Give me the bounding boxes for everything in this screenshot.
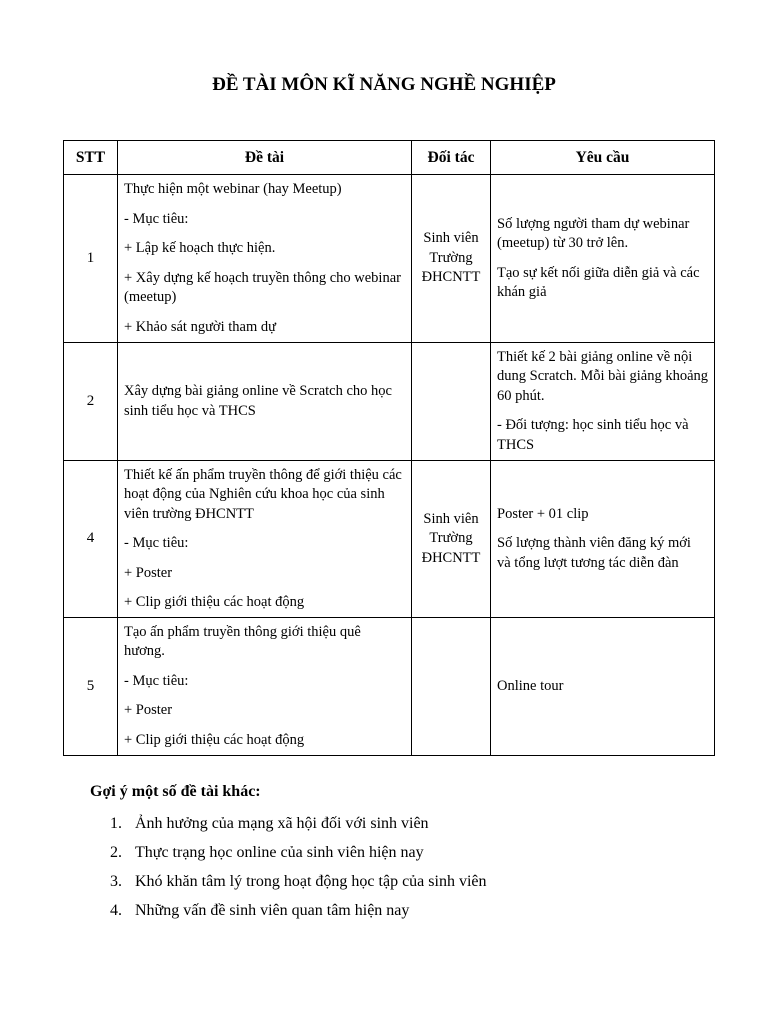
requirements-cell: [491, 461, 715, 618]
partner-line: ĐHCNTT: [421, 549, 481, 566]
partner-line: Trường: [429, 530, 473, 547]
row-number: 1: [64, 175, 118, 343]
partner-cell: [412, 618, 491, 756]
topic-line: + Poster: [124, 564, 173, 581]
requirement-line: Tạo sự kết nối giữa diễn giả và các khán giả: [497, 264, 700, 300]
topic-line: + Clip giới thiệu các hoạt động: [124, 731, 305, 748]
list-number: 3.: [110, 873, 122, 890]
row-number: 4: [64, 461, 118, 618]
list-text: Những vấn đề sinh viên quan tâm hiện nay: [135, 902, 410, 919]
requirement-line: Online tour: [497, 677, 564, 694]
list-number: 4.: [110, 902, 122, 919]
list-text: Thực trạng học online của sinh viên hiện nay: [135, 844, 424, 861]
requirement-line: - Đối tượng: học sinh tiểu học và THCS: [497, 417, 689, 453]
row-number: 5: [64, 618, 118, 756]
topic-line: + Lập kế hoạch thực hiện.: [124, 240, 276, 256]
list-item: [110, 841, 486, 870]
partner-line: Sinh viên: [423, 230, 479, 247]
page-title: ĐỀ TÀI MÔN KĨ NĂNG NGHỀ NGHIỆP: [212, 74, 556, 95]
table-header-row: [64, 141, 715, 175]
topic-cell: [118, 461, 412, 618]
requirements-cell: [491, 618, 715, 756]
topic-line: Xây dựng bài giảng online về Scratch cho học sinh tiểu học và THCS: [124, 383, 392, 419]
list-item: [110, 812, 486, 841]
partner-cell: [412, 461, 491, 618]
topic-cell: [118, 175, 412, 343]
topic-cell: [118, 343, 412, 461]
requirements-cell: [491, 343, 715, 461]
partner-cell: [412, 343, 491, 461]
list-number: 1.: [110, 815, 122, 832]
topic-line: + Khảo sát người tham dự: [124, 318, 276, 335]
list-item: [110, 899, 486, 928]
row-number: 2: [64, 343, 118, 461]
topic-line: - Mục tiêu:: [124, 210, 189, 227]
requirement-line: Số lượng thành viên đăng ký mới và tổng lượt tương tác diễn đàn: [497, 535, 691, 571]
list-number: 2.: [110, 844, 122, 861]
list-text: Khó khăn tâm lý trong hoạt động học tập của sinh viên: [135, 873, 487, 890]
table-row: [64, 343, 715, 461]
header-requirements: Yêu cầu: [491, 141, 715, 175]
suggestions-heading: Gợi ý một số đề tài khác:: [90, 783, 261, 800]
table-row: [64, 175, 715, 343]
topic-line: Tạo ấn phẩm truyền thông giới thiệu quê hương.: [124, 623, 361, 660]
topic-line: - Mục tiêu:: [124, 672, 189, 689]
topic-line: - Mục tiêu:: [124, 535, 189, 551]
table-row: [64, 618, 715, 756]
partner-line: ĐHCNTT: [421, 269, 481, 286]
partner-line: Trường: [429, 249, 473, 266]
list-item: [110, 870, 486, 899]
topic-line: + Clip giới thiệu các hoạt động: [124, 594, 305, 610]
topic-line: Thiết kế ấn phẩm truyền thông để giới thiệu các hoạt động của Nghiên cứu khoa học của sinh viên trường ĐHCNTT: [124, 466, 402, 522]
requirement-line: Số lượng người tham dự webinar (meetup) từ 30 trở lên.: [497, 215, 690, 251]
partner-cell: [412, 175, 491, 343]
requirement-line: Thiết kế 2 bài giảng online về nội dung Scratch. Mỗi bài giảng khoảng 60 phút.: [497, 348, 709, 404]
header-stt: STT: [64, 141, 118, 175]
suggestions-list: [110, 812, 486, 928]
header-partner: Đối tác: [412, 141, 491, 175]
header-topic: Đề tài: [118, 141, 412, 175]
list-text: Ảnh hưởng của mạng xã hội đối với sinh viên: [135, 815, 429, 832]
topic-cell: [118, 618, 412, 756]
topic-line: Thực hiện một webinar (hay Meetup): [124, 181, 342, 197]
table-row: [64, 461, 715, 618]
topics-table: [63, 140, 715, 756]
requirements-cell: [491, 175, 715, 343]
topic-line: + Xây dựng kế hoạch truyền thông cho webinar (meetup): [124, 269, 401, 305]
topic-line: + Poster: [124, 702, 173, 719]
partner-line: Sinh viên: [423, 510, 479, 527]
requirement-line: Poster + 01 clip: [497, 505, 589, 522]
